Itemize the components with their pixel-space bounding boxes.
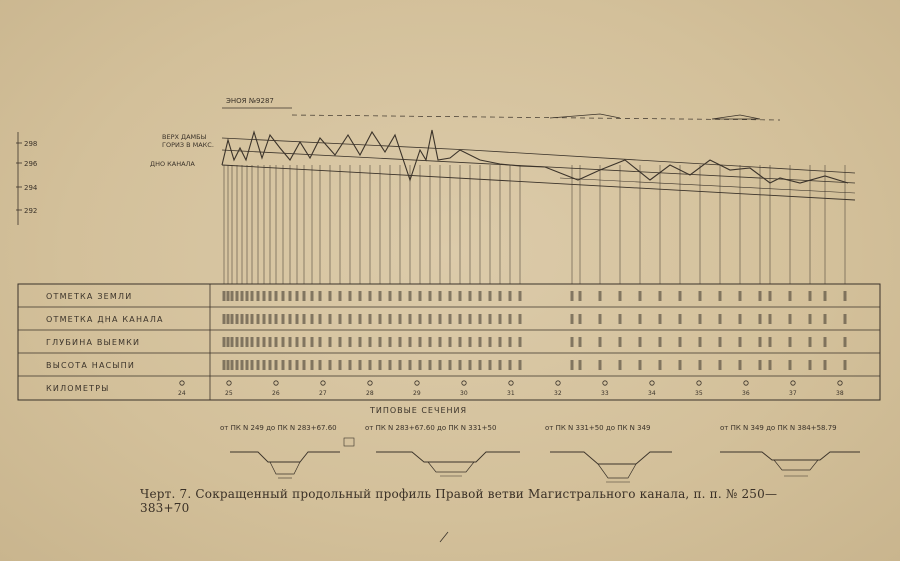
table-value-mark — [236, 337, 239, 347]
table-value-mark — [251, 360, 254, 370]
kilometer-label: 35 — [695, 390, 703, 397]
table-value-mark — [571, 360, 574, 370]
table-value-mark — [789, 337, 792, 347]
table-value-mark — [369, 314, 372, 324]
table-value-mark — [231, 314, 234, 324]
table-value-mark — [499, 291, 502, 301]
table-value-mark — [389, 291, 392, 301]
kilometer-label: 29 — [413, 390, 421, 397]
table-value-mark — [257, 360, 260, 370]
table-value-mark — [269, 291, 272, 301]
picket-verticals — [224, 165, 845, 284]
table-value-mark — [236, 314, 239, 324]
table-value-mark — [369, 337, 372, 347]
table-value-mark — [289, 314, 292, 324]
table-value-mark — [409, 360, 412, 370]
cross-section-2 — [376, 452, 520, 476]
table-value-mark — [449, 360, 452, 370]
table-value-mark — [739, 314, 742, 324]
kilometer-label: 26 — [272, 390, 280, 397]
table-value-mark — [369, 291, 372, 301]
table-value-mark — [489, 360, 492, 370]
structure-icon — [550, 114, 620, 118]
table-value-mark — [619, 337, 622, 347]
table-value-mark — [769, 314, 772, 324]
table-value-mark — [429, 337, 432, 347]
table-value-mark — [269, 314, 272, 324]
kilometer-label: 38 — [836, 390, 844, 397]
row-label-kilometers: КИЛОМЕТРЫ — [46, 384, 110, 393]
y-tick-label: 298 — [24, 140, 38, 148]
table-value-mark — [399, 291, 402, 301]
table-value-mark — [459, 314, 462, 324]
table-value-mark — [246, 314, 249, 324]
kilometer-marker — [650, 381, 654, 385]
table-value-mark — [519, 291, 522, 301]
kilometer-label: 34 — [648, 390, 656, 397]
table-value-mark — [409, 337, 412, 347]
table-value-mark — [719, 360, 722, 370]
table-value-mark — [719, 314, 722, 324]
kilometer-label: 24 — [178, 390, 186, 397]
table-value-mark — [509, 360, 512, 370]
table-value-mark — [303, 337, 306, 347]
top-marker-label: ЭНОЯ №9287 — [226, 97, 274, 105]
table-value-mark — [241, 337, 244, 347]
table-value-mark — [379, 337, 382, 347]
table-value-mark — [479, 291, 482, 301]
kilometer-marker — [274, 381, 278, 385]
table-value-mark — [769, 291, 772, 301]
table-value-mark — [509, 291, 512, 301]
table-value-mark — [639, 314, 642, 324]
section-3-label: от ПК N 331+50 до ПК N 349 — [545, 424, 651, 432]
table-value-mark — [263, 314, 266, 324]
table-value-mark — [282, 291, 285, 301]
kilometer-marker — [509, 381, 513, 385]
table-value-mark — [459, 291, 462, 301]
table-value-mark — [379, 291, 382, 301]
figure-caption: Черт. 7. Сокращенный продольный профиль Правой ветви Магистрального канала, п. п. № 250—383+70 — [140, 487, 778, 515]
table-value-mark — [459, 360, 462, 370]
bridge-icon — [712, 115, 760, 119]
table-value-mark — [275, 337, 278, 347]
table-value-mark — [311, 360, 314, 370]
kilometer-marker — [462, 381, 466, 385]
table-value-mark — [339, 314, 342, 324]
kilometer-marker — [791, 381, 795, 385]
table-value-mark — [282, 337, 285, 347]
table-value-mark — [679, 291, 682, 301]
table-value-mark — [311, 337, 314, 347]
kilometer-marker — [415, 381, 419, 385]
y-tick-label: 296 — [24, 160, 38, 168]
table-value-mark — [659, 314, 662, 324]
table-value-mark — [469, 337, 472, 347]
table-value-mark — [619, 291, 622, 301]
kilometer-markers — [178, 381, 844, 397]
table-value-mark — [296, 291, 299, 301]
table-value-mark — [571, 291, 574, 301]
table-value-mark — [499, 314, 502, 324]
table-value-mark — [679, 360, 682, 370]
table-value-mark — [489, 337, 492, 347]
cross-section-1 — [230, 438, 354, 478]
table-value-mark — [296, 314, 299, 324]
table-value-mark — [241, 360, 244, 370]
table-value-mark — [329, 337, 332, 347]
table-value-mark — [844, 291, 847, 301]
table-value-mark — [399, 337, 402, 347]
table-value-mark — [349, 337, 352, 347]
table-value-mark — [571, 337, 574, 347]
table-value-mark — [449, 337, 452, 347]
table-value-mark — [359, 291, 362, 301]
table-value-mark — [469, 360, 472, 370]
kilometer-label: 25 — [225, 390, 233, 397]
table-value-mark — [389, 337, 392, 347]
table-value-mark — [519, 314, 522, 324]
table-value-mark — [759, 291, 762, 301]
table-value-mark — [349, 291, 352, 301]
table-value-mark — [319, 291, 322, 301]
kilometer-label: 27 — [319, 390, 327, 397]
table-value-mark — [319, 360, 322, 370]
table-value-mark — [619, 360, 622, 370]
table-value-mark — [844, 360, 847, 370]
table-value-mark — [339, 291, 342, 301]
table-value-mark — [824, 291, 827, 301]
table-value-mark — [789, 291, 792, 301]
table-value-mark — [319, 314, 322, 324]
table-value-mark — [419, 314, 422, 324]
y-tick-label: 294 — [24, 184, 38, 192]
table-value-mark — [251, 337, 254, 347]
table-value-mark — [809, 291, 812, 301]
table-value-mark — [257, 291, 260, 301]
table-value-mark — [251, 314, 254, 324]
table-value-mark — [639, 337, 642, 347]
table-value-mark — [223, 360, 226, 370]
table-value-mark — [289, 337, 292, 347]
table-value-mark — [579, 360, 582, 370]
legend-max-water: ГОРИЗ В МАКС. — [162, 141, 214, 149]
table-value-mark — [719, 291, 722, 301]
table-value-mark — [639, 360, 642, 370]
table-value-mark — [769, 337, 772, 347]
dashed-reference-line — [292, 115, 780, 120]
table-value-mark — [339, 337, 342, 347]
table-value-mark — [269, 360, 272, 370]
kilometer-marker — [556, 381, 560, 385]
table-value-mark — [439, 337, 442, 347]
table-value-mark — [519, 360, 522, 370]
row-label-ground-elevation: ОТМЕТКА ЗЕМЛИ — [46, 292, 133, 301]
table-value-mark — [246, 291, 249, 301]
kilometer-label: 37 — [789, 390, 797, 397]
table-value-mark — [419, 360, 422, 370]
table-value-mark — [223, 314, 226, 324]
table-value-mark — [449, 314, 452, 324]
table-value-mark — [599, 360, 602, 370]
table-value-mark — [263, 360, 266, 370]
row-label-cut-depth: ГЛУБИНА ВЫЕМКИ — [46, 338, 141, 347]
table-value-mark — [349, 360, 352, 370]
table-value-mark — [809, 337, 812, 347]
table-value-mark — [679, 314, 682, 324]
section-4-label: от ПК N 349 до ПК N 384+58.79 — [720, 424, 837, 432]
kilometer-label: 32 — [554, 390, 562, 397]
table-value-mark — [257, 314, 260, 324]
table-value-mark — [824, 337, 827, 347]
table-value-mark — [759, 360, 762, 370]
kilometer-label: 31 — [507, 390, 515, 397]
sections-title: ТИПОВЫЕ СЕЧЕНИЯ — [370, 406, 468, 415]
table-value-mark — [227, 314, 230, 324]
kilometer-marker — [838, 381, 842, 385]
kilometer-marker — [321, 381, 325, 385]
table-value-mark — [389, 360, 392, 370]
table-value-mark — [282, 314, 285, 324]
table-value-mark — [263, 291, 266, 301]
table-value-mark — [329, 291, 332, 301]
dam-top-line-2 — [470, 150, 855, 173]
section-2-label: от ПК N 283+67.60 до ПК N 331+50 — [365, 424, 497, 432]
table-value-mark — [599, 291, 602, 301]
table-value-mark — [223, 337, 226, 347]
table-value-mark — [419, 337, 422, 347]
legend-canal-bottom: ДНО КАНАЛА — [150, 160, 195, 168]
table-value-mark — [399, 360, 402, 370]
table-value-mark — [769, 360, 772, 370]
cross-section-3 — [550, 452, 672, 482]
table-value-mark — [379, 360, 382, 370]
table-value-mark — [339, 360, 342, 370]
table-value-mark — [257, 337, 260, 347]
table-value-mark — [479, 360, 482, 370]
kilometer-marker — [697, 381, 701, 385]
table-value-mark — [389, 314, 392, 324]
table-value-mark — [236, 291, 239, 301]
table-value-mark — [824, 314, 827, 324]
table-value-mark — [659, 291, 662, 301]
table-value-mark — [479, 337, 482, 347]
table-value-mark — [227, 291, 230, 301]
table-cell-marks — [223, 291, 847, 370]
table-value-mark — [329, 360, 332, 370]
table-value-mark — [231, 360, 234, 370]
table-value-mark — [599, 314, 602, 324]
table-value-mark — [275, 314, 278, 324]
kilometer-marker — [603, 381, 607, 385]
table-value-mark — [469, 314, 472, 324]
table-value-mark — [844, 337, 847, 347]
table-value-mark — [499, 337, 502, 347]
kilometer-label: 28 — [366, 390, 374, 397]
table-value-mark — [359, 314, 362, 324]
table-value-mark — [289, 291, 292, 301]
table-value-mark — [246, 337, 249, 347]
table-value-mark — [227, 360, 230, 370]
table-value-mark — [329, 314, 332, 324]
table-value-mark — [519, 337, 522, 347]
table-value-mark — [439, 291, 442, 301]
table-value-mark — [489, 314, 492, 324]
table-value-mark — [449, 291, 452, 301]
table-value-mark — [809, 314, 812, 324]
table-value-mark — [289, 360, 292, 370]
table-value-mark — [263, 337, 266, 347]
table-value-mark — [359, 360, 362, 370]
table-value-mark — [303, 360, 306, 370]
table-value-mark — [809, 360, 812, 370]
table-value-mark — [844, 314, 847, 324]
kilometer-label: 33 — [601, 390, 609, 397]
table-value-mark — [659, 337, 662, 347]
pencil-mark — [440, 532, 448, 542]
table-value-mark — [296, 337, 299, 347]
table-value-mark — [579, 314, 582, 324]
table-value-mark — [599, 337, 602, 347]
table-value-mark — [789, 314, 792, 324]
table-value-mark — [824, 360, 827, 370]
table-value-mark — [236, 360, 239, 370]
table-value-mark — [579, 291, 582, 301]
kilometer-marker — [227, 381, 231, 385]
table-value-mark — [509, 337, 512, 347]
kilometer-label: 36 — [742, 390, 750, 397]
table-value-mark — [409, 291, 412, 301]
table-value-mark — [241, 291, 244, 301]
table-value-mark — [699, 314, 702, 324]
table-value-mark — [311, 314, 314, 324]
kilometer-marker — [368, 381, 372, 385]
table-value-mark — [571, 314, 574, 324]
table-value-mark — [231, 291, 234, 301]
kilometer-label: 30 — [460, 390, 468, 397]
table-value-mark — [409, 314, 412, 324]
table-value-mark — [639, 291, 642, 301]
table-value-mark — [679, 337, 682, 347]
table-value-mark — [509, 314, 512, 324]
table-value-mark — [489, 291, 492, 301]
section-1-label: от ПК N 249 до ПК N 283+67.60 — [220, 424, 337, 432]
table-value-mark — [429, 314, 432, 324]
table-value-mark — [227, 337, 230, 347]
table-value-mark — [479, 314, 482, 324]
table-value-mark — [439, 314, 442, 324]
row-label-fill-height: ВЫСОТА НАСЫПИ — [46, 361, 136, 370]
row-label-canal-bottom: ОТМЕТКА ДНА КАНАЛА — [46, 315, 164, 324]
table-value-mark — [275, 291, 278, 301]
table-value-mark — [419, 291, 422, 301]
table-value-mark — [619, 314, 622, 324]
cross-section-4 — [720, 452, 860, 476]
table-value-mark — [469, 291, 472, 301]
table-value-mark — [439, 360, 442, 370]
table-value-mark — [429, 291, 432, 301]
table-value-mark — [296, 360, 299, 370]
table-value-mark — [739, 291, 742, 301]
table-value-mark — [739, 360, 742, 370]
table-value-mark — [719, 337, 722, 347]
table-value-mark — [399, 314, 402, 324]
table-value-mark — [739, 337, 742, 347]
table-value-mark — [699, 337, 702, 347]
table-value-mark — [241, 314, 244, 324]
legend-dam-top: ВЕРХ ДАМБЫ — [162, 133, 207, 141]
kilometer-marker — [744, 381, 748, 385]
table-value-mark — [246, 360, 249, 370]
table-value-mark — [223, 291, 226, 301]
ground-profile-line — [222, 130, 848, 183]
table-value-mark — [369, 360, 372, 370]
table-value-mark — [303, 314, 306, 324]
table-value-mark — [759, 314, 762, 324]
table-value-mark — [789, 360, 792, 370]
table-value-mark — [699, 360, 702, 370]
table-value-mark — [659, 360, 662, 370]
table-value-mark — [429, 360, 432, 370]
table-value-mark — [311, 291, 314, 301]
table-value-mark — [499, 360, 502, 370]
table-value-mark — [303, 291, 306, 301]
table-value-mark — [349, 314, 352, 324]
table-value-mark — [231, 337, 234, 347]
table-value-mark — [699, 291, 702, 301]
y-tick-label: 292 — [24, 207, 38, 215]
table-value-mark — [251, 291, 254, 301]
table-value-mark — [759, 337, 762, 347]
table-value-mark — [319, 337, 322, 347]
table-value-mark — [269, 337, 272, 347]
kilometer-marker — [180, 381, 184, 385]
table-value-mark — [379, 314, 382, 324]
table-value-mark — [579, 337, 582, 347]
table-value-mark — [459, 337, 462, 347]
table-value-mark — [275, 360, 278, 370]
table-value-mark — [359, 337, 362, 347]
table-value-mark — [282, 360, 285, 370]
